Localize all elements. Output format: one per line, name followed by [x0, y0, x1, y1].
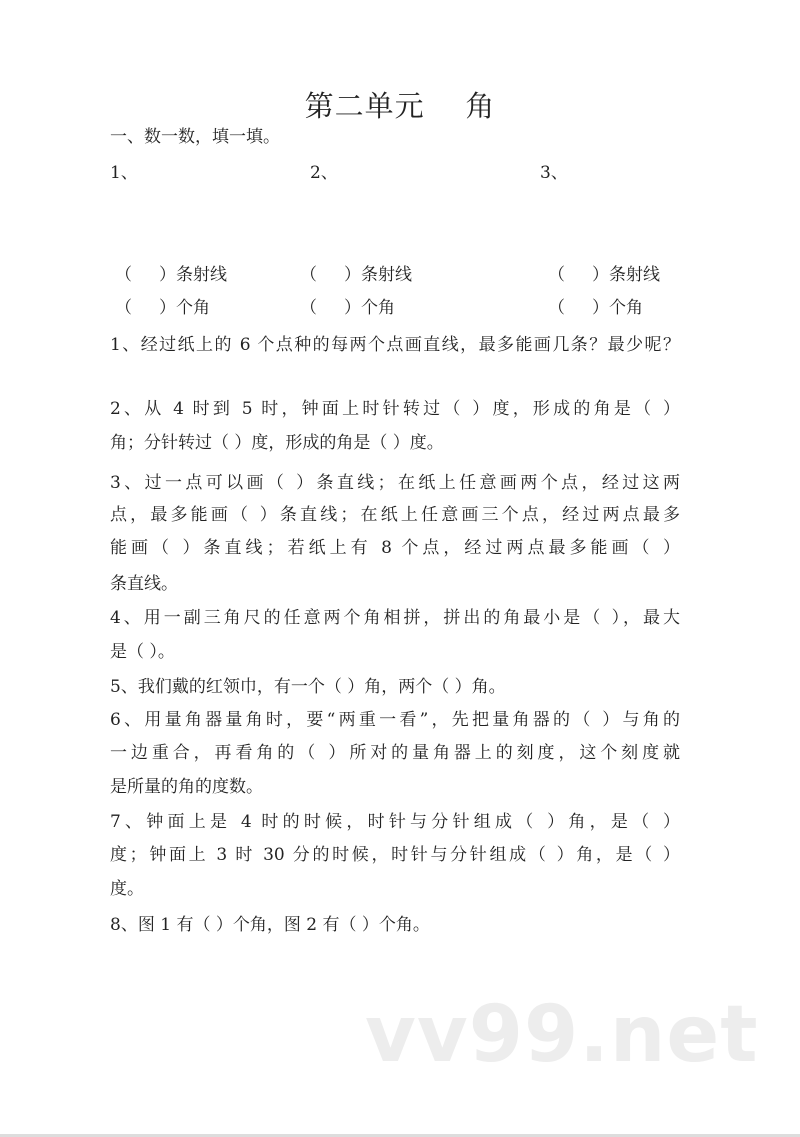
watermark: vv99.net [365, 990, 759, 1080]
figure-label-3: 3、 [540, 163, 568, 183]
question-line: 2、从 4 时到 5 时，钟面上时针转过（ ）度，形成的角是（ ） [110, 399, 680, 419]
section-heading: 一、数一数，填一填。 [110, 127, 280, 147]
question-line: 8、图 1 有（ ）个角，图 2 有（ ）个角。 [110, 915, 430, 935]
question-line: 3、过一点可以画（ ）条直线；在纸上任意画两个点，经过这两 [110, 473, 680, 493]
question-line: 是所量的角的度数。 [110, 777, 263, 797]
question-line: 能画（ ）条直线；若纸上有 8 个点，经过两点最多能画（ ） [110, 538, 680, 558]
question-line: 度。 [110, 879, 144, 899]
page-title: 第二单元 角 [304, 89, 496, 123]
angles-blank-1: （ ）个角 [115, 298, 211, 318]
question-line: 5、我们戴的红领巾，有一个（ ）角，两个（ ）角。 [110, 677, 506, 697]
question-line: 是（ ）。 [110, 642, 175, 662]
question-line: 一边重合，再看角的（ ）所对的量角器上的刻度，这个刻度就 [110, 743, 680, 763]
figure-label-1: 1、 [110, 163, 138, 183]
question-line: 4、用一副三角尺的任意两个角相拼，拼出的角最小是（ ），最大 [110, 608, 680, 628]
figure-label-2: 2、 [310, 163, 338, 183]
question-line: 角；分针转过（ ）度，形成的角是（ ）度。 [110, 433, 444, 453]
question-line: 条直线。 [110, 574, 178, 594]
question-line: 7、钟面上是 4 时的时候，时针与分针组成（ ）角，是（ ） [110, 812, 680, 832]
question-line: 度；钟面上 3 时 30 分的时候，时针与分针组成（ ）角，是（ ） [110, 845, 680, 865]
angles-blank-2: （ ）个角 [300, 298, 396, 318]
question-line: 点，最多能画（ ）条直线；在纸上任意画三个点，经过两点最多 [110, 505, 680, 525]
question-line: 6、用量角器量角时，要“两重一看”，先把量角器的（ ）与角的 [110, 710, 680, 730]
rays-blank-2: （ ）条射线 [300, 265, 413, 285]
angles-blank-3: （ ）个角 [548, 298, 644, 318]
question-line: 1、经过纸上的 6 个点种的每两个点画直线，最多能画几条？最少呢？ [110, 335, 680, 355]
rays-blank-1: （ ）条射线 [115, 265, 228, 285]
rays-blank-3: （ ）条射线 [548, 265, 661, 285]
